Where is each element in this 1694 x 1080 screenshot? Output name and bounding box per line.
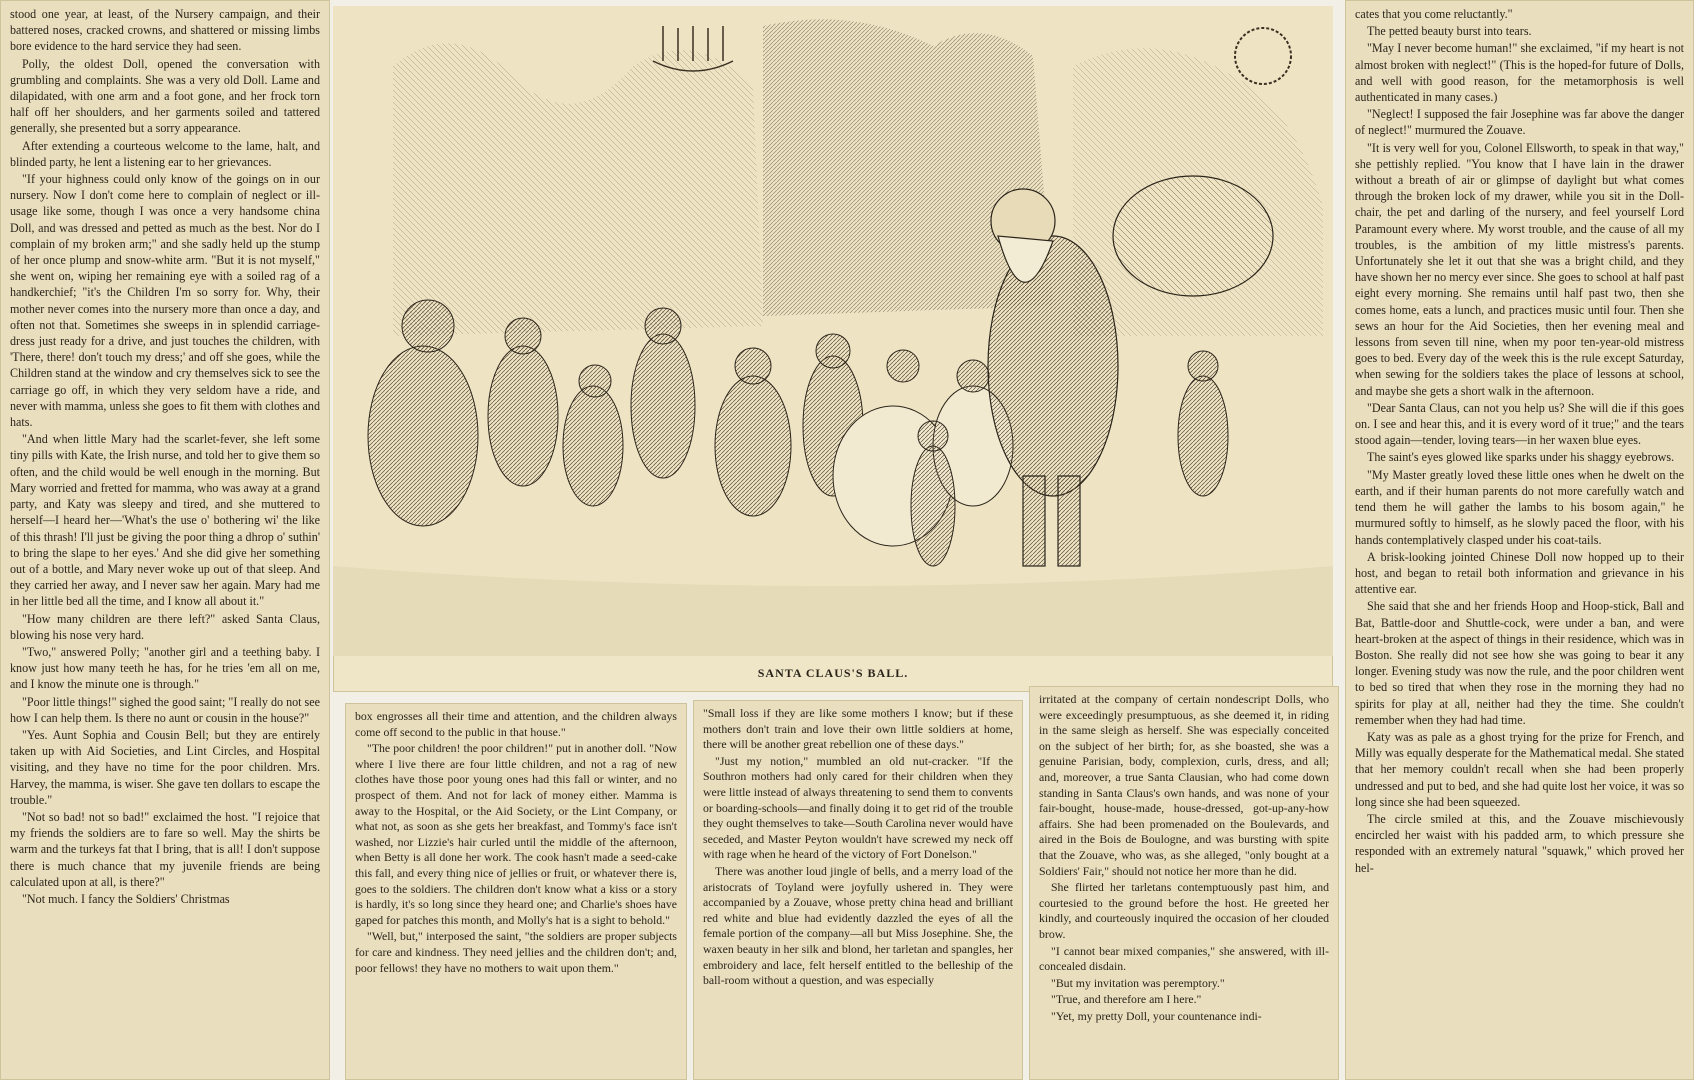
right-text-column [1345,0,1694,1080]
paragraph: "I cannot bear mixed companies," she answered, with ill-concealed disdain. [1039,943,1329,974]
paragraph: "Yes. Aunt Sophia and Cousin Bell; but they are entirely taken up with Aid Societies, and Lint Circles, and Hospital visiting, and they have no time for the poor children. Mrs. Harvey, the mamma, is wiser. She gave ten dollars to escape the trouble." [10,727,320,807]
paragraph: A brisk-looking jointed Chinese Doll now hopped up to their host, and began to retail both information and grievance in his attentive ear. [1355,549,1684,597]
paragraph: The petted beauty burst into tears. [1367,24,1532,39]
paragraph: "It is very well for you, Colonel Ellsworth, to speak in that way," she pettishly replied. "You know that I have lain in the drawer without a breath of air or glimpse of daylight but what comes through the broken lock of my drawer, while you sit in the Doll-chair, the pet and darling of the nursery, and feel yourself Lord Paramount every where. My worst trouble, and the cause of all my troubles, is the ambition of my little mistress's parents. Unfortunately she let it out that she was a bright child, and they have shown her no mercy ever since. She goes to school at half past eight every morning. She remains until half past two, then she comes home, eats a lunch, and practices music until four. Then she sews an hour for the Aid Societies, then her evening meal and lessons from seven till nine, when my poor ten-year-old mistress goes to bed. Every day of the week this is the rule except Saturday, when sewing for the soldiers takes the place of lessons at school, and maybe she gets a short walk in the afternoon. [1355,140,1684,398]
paragraph: stood one year, at least, of the Nursery campaign, and their battered noses, cracked crowns, and shattered or missing limbs bore evidence to the hard service they had seen. [10,7,320,54]
paragraph: irritated at the company of certain nondescript Dolls, who were exceedingly presumptuous, as she deemed it, in riding in the same sleigh as herself. She was especially conceited on the subject of her birth; for, as she boasted, she was a genuine Parisian, body, complexion, curls, dress, and all; and, moreover, a true Santa Clausian, who had come down standing in Santa Claus's own hands, and was none of your fair-bought, house-made, house-dressed, got-up-any-how affairs. She had been promenaded on the Boulevards, and aired in the Bois de Boulogne, and was bursting with spite that the Zouave, who was, as she alleged, "only bought at a Soldiers' Fair," should not notice her more than he did. [1039,692,1329,878]
santa-claus-ball-engraving [333,6,1333,692]
paragraph: The saint's eyes glowed like sparks under his shaggy eyebrows. [1367,450,1675,465]
left-text-column [0,0,330,1080]
engraving-image [333,6,1333,656]
paragraph: "The poor children! the poor children!" put in another doll. "Now where I live there are four little children, and not a rag of new clothes have those poor young ones had this fall or winter, and no prospect of them. And not for lack of money either. Mamma is away to the Hospital, or the Aid Society, or the Lint Company, or what not, as soon as she gets her breakfast, and Tommy's face isn't washed, nor Lizzie's hair curled until the middle of the afternoon, when Betty is all done her work. The cook hasn't made a seed-cake this fall, and every thing nice of jellies or fruit, or whatever there is, goes to the soldiers. The children don't know what a kiss or a story is hardly, it's so long since they heard one; and Charlie's shoes have gaped for patches this month, and Molly's hat is a sight to behold." [355,741,677,927]
paragraph: "Small loss if they are like some mothers I know; but if these mothers don't train and love their own little soldiers at home, there will be another great rebellion one of these days." [703,706,1013,752]
bottom-text-column-1 [345,703,687,1080]
paragraph: "Dear Santa Claus, can not you help us? She will die if this goes on. I see and hear this, and it is every word of it true;" and the tears stood again—tender, loving tears—in her waxen blue eyes. [1355,400,1684,448]
paragraph: The circle smiled at this, and the Zouave mischievously encircled her waist with his padded arm, to which pressure she responded with an extremely natural "squawk," which proved her hel- [1355,811,1684,875]
paragraph: "My Master greatly loved these little ones when he dwelt on the earth, and if their human parents do not more carefully watch and tend them he will gather the lambs to his bosom again," he murmured softly to himself, as he slowly paced the floor, with his hands contemplatively clasped under his coat-tails. [1355,467,1684,547]
bottom-text-column-2 [693,700,1023,1080]
paragraph: box engrosses all their time and attention, and the children always come off second to the public in that house." [355,709,677,739]
paragraph: "Just my notion," mumbled an old nut-cracker. "If the Southron mothers had only cared for their children when they were little instead of always threatening to send them to convents or boarding-schools—and finally doing it to get rid of the trouble they ought themselves to take—South Carolina never would have seceded, and Master Peyton wouldn't have screwed my neck off with rage when he heard of the victory of Fort Donelson." [703,753,1013,862]
paragraph: "Not much. I fancy the Soldiers' Christmas [22,891,230,906]
paragraph: "Well, but," interposed the saint, "the soldiers are proper subjects for care and kindness. They need jellies and the children don't; and, poor fellows! they have no mothers to wait upon them." [355,929,677,975]
paragraph: She flirted her tarletans contemptuously past him, and courtesied to the ground before the host. He greeted her kindly, and courteously inquired the occasion of her clouded brow. [1039,880,1329,941]
paragraph: "If your highness could only know of the goings on in our nursery. Now I don't come here to complain of neglect or ill-usage like some, though I was once a very handsome china Doll, and was dressed and petted as much as the best. Nor do I complain of my broken arm;" and she sadly held up the stump of her once plump and snow-white arm. "But it is not myself," she went on, wiping her remaining eye with a soiled rag of a handkerchief; "it's the Children I'm so sorry for. Why, their mother never comes into the nursery more than once a day, and often not that. Sometimes she sweeps in in splendid carriage-dress just ready for a drive, and just touches the children, with 'There, there! don't touch my dress;' and off she goes, while the Children stand at the window and cry themselves sick to see the carriage go off, in which they very seldom have a ride, and never with mamma, unless she goes to fit them with clothes and hats. [10,172,320,430]
paragraph: "Two," answered Polly; "another girl and a teething baby. I know just how many teeth he has, for he tries 'em all on me, and I know the minute one is through." [10,644,320,692]
paragraph: "True, and therefore am I here." [1051,992,1202,1007]
paragraph: There was another loud jingle of bells, and a merry load of the aristocrats of Toyland were joyfully ushered in. They were accompanied by a Zouave, whose pretty china head and brilliant red white and blue had evidently dazzled the eyes of all the female portion of the company—all but Miss Josephine. She, the waxen beauty in her silk and blond, her tarletan and spangles, her embroidery and lace, felt herself entitled to the belleship of the ball-room without a question, and was especially [703,863,1013,988]
paragraph: "Yet, my pretty Doll, your countenance indi- [1051,1008,1262,1023]
paragraph: "Poor little things!" sighed the good saint; "I really do not see how I can help them. Is there no aunt or cousin in the house?" [10,694,320,725]
bottom-text-column-3 [1029,686,1339,1080]
paragraph: "And when little Mary had the scarlet-fever, she left some tiny pills with Kate, the Irish nurse, and told her to give them so often, and the child would be well enough in the morning. But Mary worried and fretted for mamma, who was away at a grand party, and Katy was sleepy and tired, and she muttered to herself—I heard her—'What's the use o' bothering wi' the like of this thrash! I'll just be giving the poor thing a dhrop o' suthin' to bring the slape to her eyes.' And she did give her something out of a bottle, and Mary never woke up out of that sleep. And they carried her away, and I never saw her again. Mary had me in her little bed all the time, and I know all about it." [10,432,320,609]
paragraph: "How many children are there left?" asked Santa Claus, blowing his nose very hard. [10,611,320,642]
paragraph: After extending a courteous welcome to the lame, halt, and blinded party, he lent a listening ear to her grievances. [10,138,320,169]
paragraph: "May I never become human!" she exclaimed, "if my heart is not almost broken with neglect!" (This is the hoped-for future of Dolls, and well with good reason, for the metamorphosis is well authenticated in many cases.) [1355,41,1684,105]
illustration-caption: SANTA CLAUS'S BALL. [757,666,909,680]
paragraph: "Neglect! I supposed the fair Josephine was far above the danger of neglect!" murmured the Zouave. [1355,107,1684,138]
paragraph: Polly, the oldest Doll, opened the conversation with grumbling and complaints. She was a very old Doll. Lame and dilapidated, with one arm and a foot gone, and her frock torn half off her shoulders, and her garments soiled and tattered generally, she presented but a sorry appearance. [10,56,320,136]
paragraph: "Not so bad! not so bad!" exclaimed the host. "I rejoice that my friends the soldiers are to fare so well. May the shirts be warm and the turkeys fat that I bring, that is all! I don't suppose there is much chance that my juvenile friends are being calculated upon at all, is there?" [10,809,320,889]
paragraph: Katy was as pale as a ghost trying for the prize for French, and Milly was equally desperate for the Mathematical medal. She stated that her memory couldn't recall when she had been properly undressed and put to bed, and she had quite lost her voice, it was so long since she had been squeezed. [1355,729,1684,809]
paragraph: cates that you come reluctantly." [1355,7,1513,21]
paragraph: "But my invitation was peremptory." [1051,975,1225,990]
paragraph: She said that she and her friends Hoop and Hoop-stick, Ball and Bat, Battle-door and Shuttle-cock, were under a ban, and were heart-broken at the aspect of things in their residence, which was in Boston. She really did not see how she was going to bear it any longer. Evening study was now the rule, and the poor children went to bed so tired that when they rose in the morning they had no spirits for play at all, neither had they the time. She couldn't remember when they had had time. [1355,599,1684,727]
